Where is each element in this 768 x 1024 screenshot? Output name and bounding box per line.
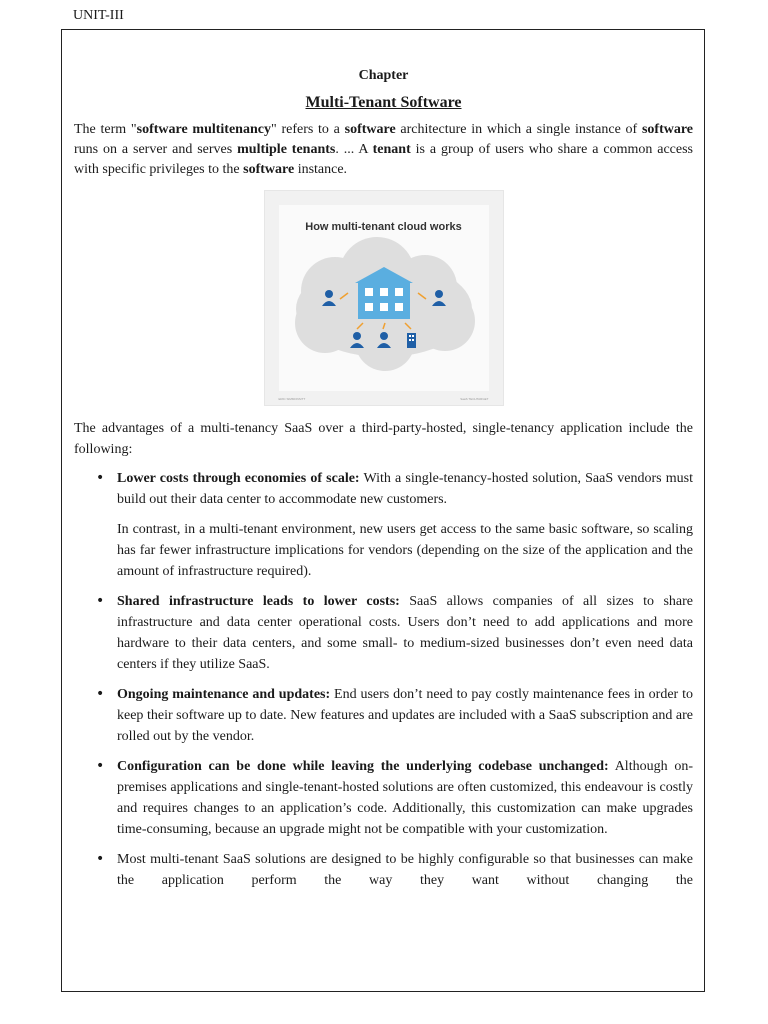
advantages-list bbox=[74, 468, 693, 891]
unit-label: UNIT-III bbox=[73, 8, 124, 23]
list-item bbox=[74, 591, 693, 675]
list-item bbox=[74, 849, 693, 891]
list-item-text bbox=[117, 468, 693, 510]
figure-credit-right: SaaS TECHTARGET bbox=[460, 397, 489, 401]
multi-tenant-figure bbox=[264, 190, 504, 406]
bullet-icon: • bbox=[96, 851, 105, 867]
intro-bold: tenant bbox=[372, 142, 411, 157]
chapter-heading: Chapter bbox=[358, 68, 409, 83]
intro-bold: software bbox=[243, 162, 295, 177]
intro-bold: software bbox=[344, 122, 396, 137]
intro-text: . ... A bbox=[335, 142, 373, 157]
document-body bbox=[74, 68, 693, 900]
intro-text: architecture in which a single instance of bbox=[395, 122, 642, 137]
intro-text: " refers to a bbox=[270, 122, 345, 137]
list-item bbox=[74, 684, 693, 747]
bullet-icon: • bbox=[96, 686, 105, 702]
page-title: Multi-Tenant Software bbox=[305, 94, 462, 111]
page-frame bbox=[61, 29, 705, 992]
figure-title: How multi-tenant cloud works bbox=[305, 221, 462, 233]
intro-bold: multiple tenants bbox=[237, 142, 336, 157]
list-item-label: Shared infrastructure leads to lower costs: bbox=[117, 594, 400, 609]
advantages-intro: The advantages of a multi-tenancy SaaS over a third-party-hosted, single-tenancy application include the following: bbox=[74, 421, 693, 457]
figure-credit-left: ERIC SIMMONS/TT bbox=[278, 397, 306, 401]
intro-text: runs on a server and serves bbox=[74, 142, 238, 157]
list-item-label: Lower costs through economies of scale: bbox=[117, 471, 360, 486]
list-item-label: Configuration can be done while leaving the underlying codebase unchanged: bbox=[117, 759, 609, 774]
list-item bbox=[74, 468, 693, 582]
list-item-label: Ongoing maintenance and updates: bbox=[117, 687, 331, 702]
list-item-text bbox=[117, 591, 693, 675]
list-item-text bbox=[117, 684, 693, 747]
intro-bold: software bbox=[641, 122, 694, 137]
figure-container bbox=[74, 190, 693, 406]
intro-text: is a group of users who share a common access with specific privileges to the bbox=[74, 142, 693, 177]
list-item-body: Although on-premises applications and single-tenant-hosted solutions are often customized, this endeavour is costly and requires changes to an application’s code. Additionally, this customization can make upgrades time-consuming, because an upgrade might not be compatible with your customization. bbox=[117, 759, 694, 837]
list-item-body: With a single-tenancy-hosted solution, SaaS vendors must build out their data center to accommodate new customers. bbox=[117, 471, 693, 507]
bullet-icon: • bbox=[96, 470, 105, 486]
list-item-text: Most multi-tenant SaaS solutions are designed to be highly configurable so that businesses can make the application perform the way they want without changing the bbox=[117, 852, 693, 888]
list-item-body: SaaS allows companies of all sizes to share infrastructure and data center operational costs. Users don’t need to add applications and more hardware to their data centers, and some small- to medium-sized businesses don’t even need data centers if they utilize SaaS. bbox=[117, 594, 693, 672]
intro-text: The term " bbox=[74, 122, 137, 137]
intro-text: instance. bbox=[294, 162, 348, 177]
list-item-text bbox=[117, 756, 693, 840]
bullet-icon: • bbox=[96, 593, 105, 609]
intro-paragraph bbox=[74, 120, 693, 180]
bullet-icon: • bbox=[96, 758, 105, 774]
list-item-body: End users don’t need to pay costly maintenance fees in order to keep their software up to date. New features and updates are included with a SaaS subscription and are rolled out by the vendor. bbox=[117, 687, 693, 744]
list-item-extra: In contrast, in a multi-tenant environment, new users get access to the same basic software, so scaling has far fewer infrastructure implications for vendors (depending on the size of the application and the amount of infrastructure required). bbox=[117, 522, 693, 579]
list-item bbox=[74, 756, 693, 840]
intro-bold: software multitenancy bbox=[136, 122, 271, 137]
